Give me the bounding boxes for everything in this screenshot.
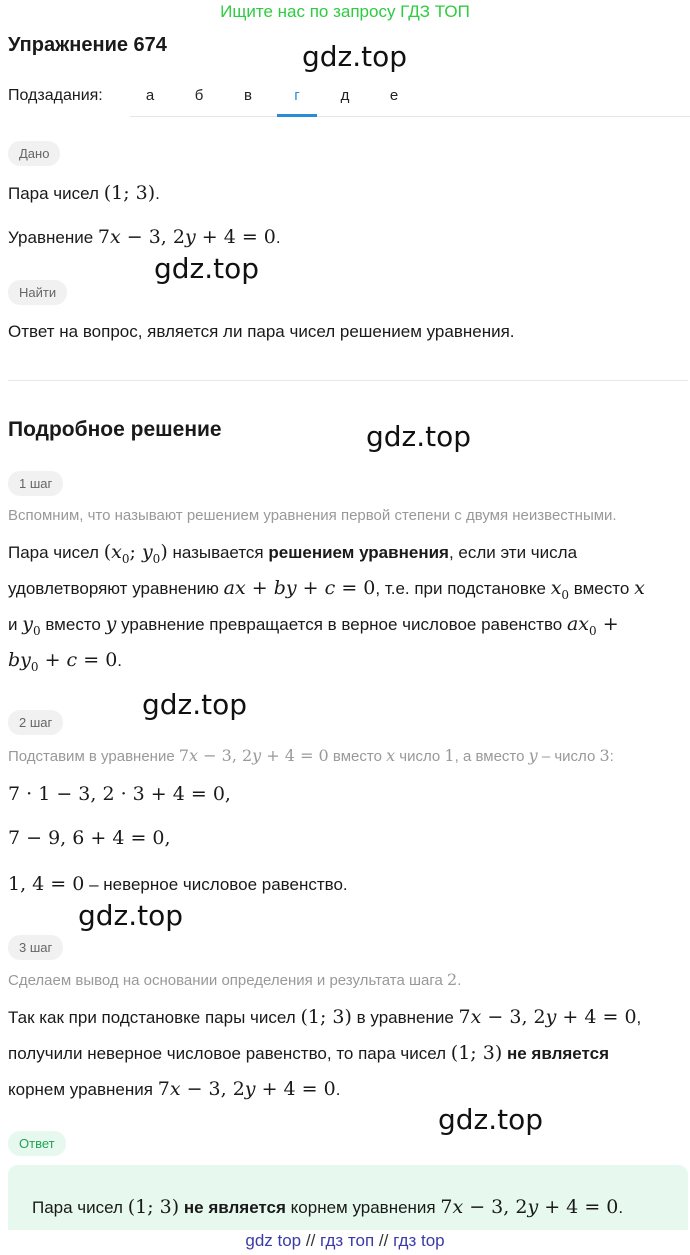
step3-hint: Сделаем вывод на основании определения и результата шага 2. <box>8 970 462 989</box>
step2-hint-text: – число <box>541 748 596 765</box>
step1-math: ($x_0$; $y_0$) <box>103 541 168 566</box>
step1-bold: решением уравнения <box>268 543 449 562</box>
step3-math: (1; 3) <box>450 1042 503 1064</box>
tab-a[interactable]: а <box>145 87 155 104</box>
step2-hint-math: y <box>528 746 538 765</box>
step1-text: вместо <box>573 579 630 598</box>
given-pair-math: (1; 3) <box>103 182 156 204</box>
footer-separator: // <box>378 1231 389 1250</box>
step3-line3: корнем уравнения 7x − 3, 2y + 4 = 0. <box>8 1078 341 1100</box>
step1-math: ax + by + c = 0 <box>223 577 376 599</box>
tab-g[interactable]: г <box>277 80 317 117</box>
step1-line4: $by_0 + c = 0$. <box>8 649 123 674</box>
answer-badge: Ответ <box>8 1131 66 1156</box>
watermark: gdz.top <box>366 420 472 453</box>
step1-hint: Вспомним, что называют решением уравнения первой степени с двумя неизвестными. <box>8 507 617 524</box>
step1-badge: 1 шаг <box>8 471 63 496</box>
step3-line1: Так как при подстановке пары чисел (1; 3) в уравнение 7x − 3, 2y + 4 = 0, <box>8 1006 642 1028</box>
given-pair: Пара чисел (1; 3). <box>8 182 160 204</box>
step3-hint-text: Сделаем вывод на основании определения и результата шага <box>8 972 443 989</box>
answer-text-part: корнем уравнения <box>290 1198 436 1217</box>
step2-hint-math: 1 <box>444 746 455 765</box>
answer-text: Пара чисел (1; 3) не является корнем уравнения 7x − 3, 2y + 4 = 0. <box>32 1196 624 1218</box>
step1-text: уравнение превращается в верное числовое равенство <box>121 615 563 634</box>
step2-line3 <box>8 866 348 903</box>
find-text: Ответ на вопрос, является ли пара чисел решением уравнения. <box>8 322 515 341</box>
step2-hint-text: , а вместо <box>454 748 525 765</box>
step1-text: удовлетворяют уравнению <box>8 579 219 598</box>
step1-text: , если эти числа <box>448 543 578 562</box>
step2-math: 7 · 1 − 3, 2 · 3 + 4 = 0, <box>8 783 231 805</box>
step2-badge: 2 шаг <box>8 710 63 735</box>
step2-hint-text: число <box>399 748 441 765</box>
step1-math: $ax_0$ + <box>566 613 619 638</box>
watermark: gdz.top <box>302 40 408 73</box>
step1-math: x <box>634 577 645 599</box>
step2-line1 <box>8 776 231 813</box>
given-badge: Дано <box>8 141 60 166</box>
step1-text: Пара чисел <box>8 543 99 562</box>
step2-math: 1, 4 = 0 <box>8 873 85 895</box>
step2-text: – неверное числовое равенство. <box>89 875 348 894</box>
step1-text: , т.е. при подстановке <box>375 579 546 598</box>
find-badge: Найти <box>8 280 67 305</box>
step1-text: и <box>8 615 18 634</box>
step3-line2 <box>8 1035 609 1072</box>
tab-b[interactable]: б <box>194 87 204 104</box>
step2-math: 7 − 9, 6 + 4 = 0, <box>8 827 171 849</box>
given-equation: Уравнение 7x − 3, 2y + 4 = 0. <box>8 226 281 248</box>
solution-heading: Подробное решение <box>8 418 222 441</box>
given-equation-math: 7x − 3, 2y + 4 = 0 <box>97 226 276 248</box>
answer-text-part: Пара чисел <box>32 1198 123 1217</box>
footer-link-gdz-top-ru[interactable]: гдз топ <box>320 1231 375 1250</box>
footer-separator: // <box>305 1231 316 1250</box>
footer-link-gdz-top[interactable]: gdz top <box>245 1231 302 1250</box>
watermark: gdz.top <box>142 688 248 721</box>
step2-hint-math: 7x − 3, 2y + 4 = 0 <box>178 746 329 765</box>
answer-bold: не является <box>183 1198 286 1217</box>
step3-text: корнем уравнения <box>8 1080 153 1099</box>
step3-text: Так как при подстановке пары чисел <box>8 1008 296 1027</box>
subtask-tabs <box>130 80 690 117</box>
watermark: gdz.top <box>154 252 260 285</box>
footer-link-gdz-top-mixed[interactable]: гдз top <box>393 1231 445 1250</box>
step3-math: 7x − 3, 2y + 4 = 0 <box>458 1006 637 1028</box>
step2-hint: Подставим в уравнение 7x − 3, 2y + 4 = 0 вместо x число 1, а вместо y – число 3: <box>8 746 614 765</box>
watermark: gdz.top <box>438 1103 544 1136</box>
step2-hint-text: Подставим в уравнение <box>8 748 175 765</box>
step2-hint-math: x <box>386 746 396 765</box>
step3-hint-math: 2 <box>447 970 458 989</box>
step1-text: называется <box>172 543 264 562</box>
watermark: gdz.top <box>78 899 184 932</box>
step3-math: (1; 3) <box>300 1006 352 1028</box>
answer-math: (1; 3) <box>127 1196 180 1218</box>
answer-math: 7x − 3, 2y + 4 = 0 <box>440 1196 619 1218</box>
tab-d[interactable]: д <box>340 87 350 104</box>
step1-math: $x_0$ <box>550 577 570 602</box>
step1-text: вместо <box>45 615 101 634</box>
step1-math: $y_0$ <box>22 613 41 638</box>
given-equation-text: Уравнение <box>8 228 94 247</box>
step3-badge: 3 шаг <box>8 935 63 960</box>
tab-e[interactable]: е <box>389 87 399 104</box>
step2-hint-math: 3 <box>599 746 610 765</box>
subtasks-label: Подзадания: <box>8 87 103 104</box>
given-pair-text: Пара чисел <box>8 184 99 203</box>
tab-v[interactable]: в <box>244 87 252 104</box>
footer-links <box>0 1230 690 1255</box>
step3-bold: не является <box>506 1044 610 1063</box>
step1-math: y <box>105 613 117 635</box>
step2-line2 <box>8 820 171 857</box>
step3-text: получили неверное числовое равенство, то пара чисел <box>8 1044 447 1063</box>
step1-math: $by_0 + c = 0$ <box>8 649 118 674</box>
search-banner: Ищите нас по запросу ГДЗ ТОП <box>220 2 470 21</box>
step3-text: в уравнение <box>356 1008 454 1027</box>
step3-math: 7x − 3, 2y + 4 = 0 <box>157 1078 336 1100</box>
divider <box>8 380 688 381</box>
page-title: Упражнение 674 <box>8 34 167 56</box>
step2-hint-text: вместо <box>332 748 382 765</box>
